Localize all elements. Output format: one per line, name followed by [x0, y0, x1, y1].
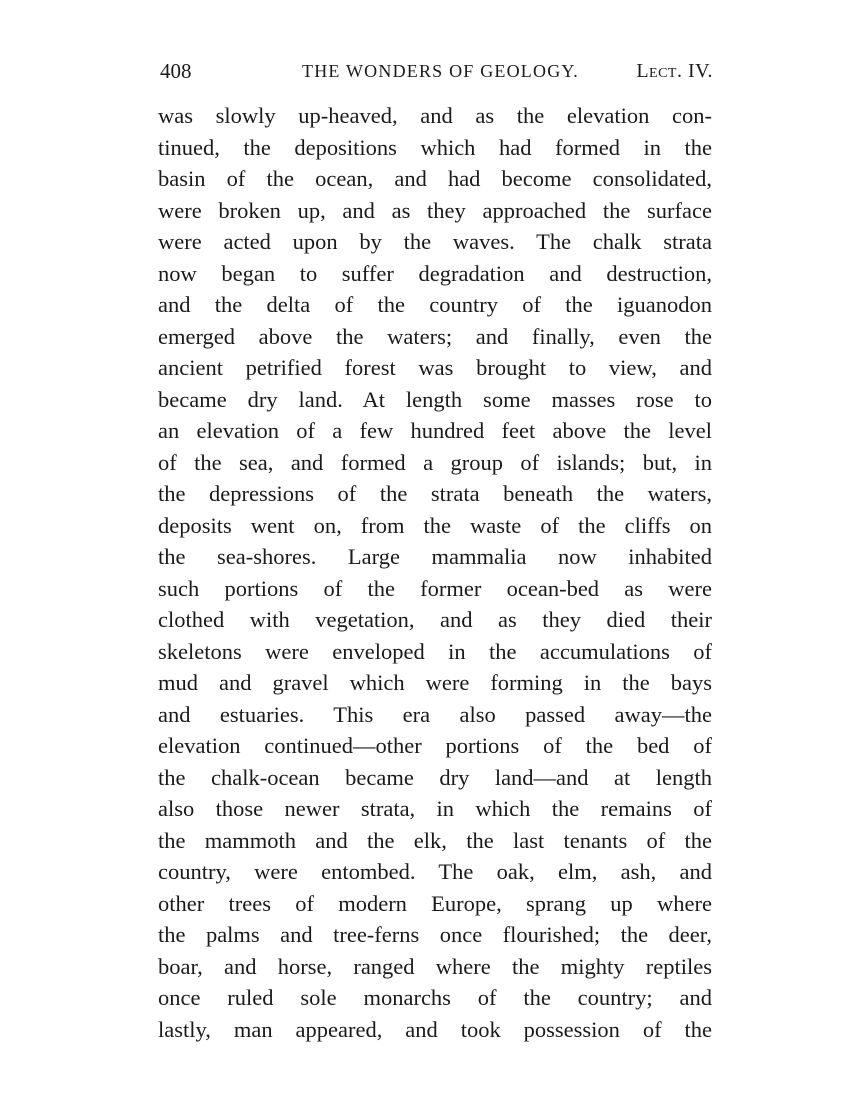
text-line: mud and gravel which were forming in the bays: [158, 670, 712, 695]
text-line: and the delta of the country of the iguanodon: [158, 292, 712, 317]
running-head: [160, 56, 713, 86]
text-line: the palms and tree-ferns once flourished; the deer,: [158, 922, 712, 947]
text-line: the mammoth and the elk, the last tenants of the: [158, 827, 712, 853]
text-line: were broken up, and as they approached the surface: [158, 197, 712, 223]
text-line: country, were entombed. The oak, elm, ash, and: [158, 859, 712, 884]
text-line: such portions of the former ocean-bed as were: [158, 575, 712, 601]
text-line: an elevation of a few hundred feet above the level: [158, 418, 712, 443]
text-line: and estuaries. This era also passed away—the: [158, 701, 712, 727]
text-line: the chalk-ocean became dry land—and at length: [158, 764, 712, 790]
text-line: elevation continued—other portions of the bed of: [158, 733, 712, 758]
lecture-reference: Lect. IV.: [636, 60, 713, 82]
text-line: lastly, man appeared, and took possession of the: [158, 1016, 712, 1042]
text-line: other trees of modern Europe, sprang up where: [158, 890, 712, 916]
text-line: tinued, the depositions which had formed in the: [158, 134, 712, 160]
text-line: now began to suffer degradation and destruction,: [158, 260, 712, 286]
text-line: the sea-shores. Large mammalia now inhabited: [158, 544, 712, 569]
text-line: ancient petrified forest was brought to view, and: [158, 355, 712, 380]
text-line: also those newer strata, in which the remains of: [158, 796, 712, 821]
text-line: once ruled sole monarchs of the country; and: [158, 985, 712, 1010]
text-line: boar, and horse, ranged where the mighty reptiles: [158, 953, 712, 979]
text-line: skeletons were enveloped in the accumulations of: [158, 638, 712, 664]
text-line: clothed with vegetation, and as they died their: [158, 607, 712, 632]
text-line: of the sea, and formed a group of islands; but, in: [158, 449, 712, 475]
page-number: 408: [160, 59, 192, 83]
text-line: were acted upon by the waves. The chalk strata: [158, 229, 712, 254]
text-line: became dry land. At length some masses rose to: [158, 386, 712, 412]
body-paragraph: [158, 100, 712, 1045]
running-title: THE WONDERS OF GEOLOGY.: [302, 61, 579, 81]
text-line: was slowly up-heaved, and as the elevation con-: [158, 103, 712, 128]
text-line: the depressions of the strata beneath the waters,: [158, 481, 712, 506]
text-line: emerged above the waters; and finally, even the: [158, 323, 712, 349]
text-line: deposits went on, from the waste of the cliffs on: [158, 512, 712, 538]
text-line: basin of the ocean, and had become consolidated,: [158, 166, 712, 191]
